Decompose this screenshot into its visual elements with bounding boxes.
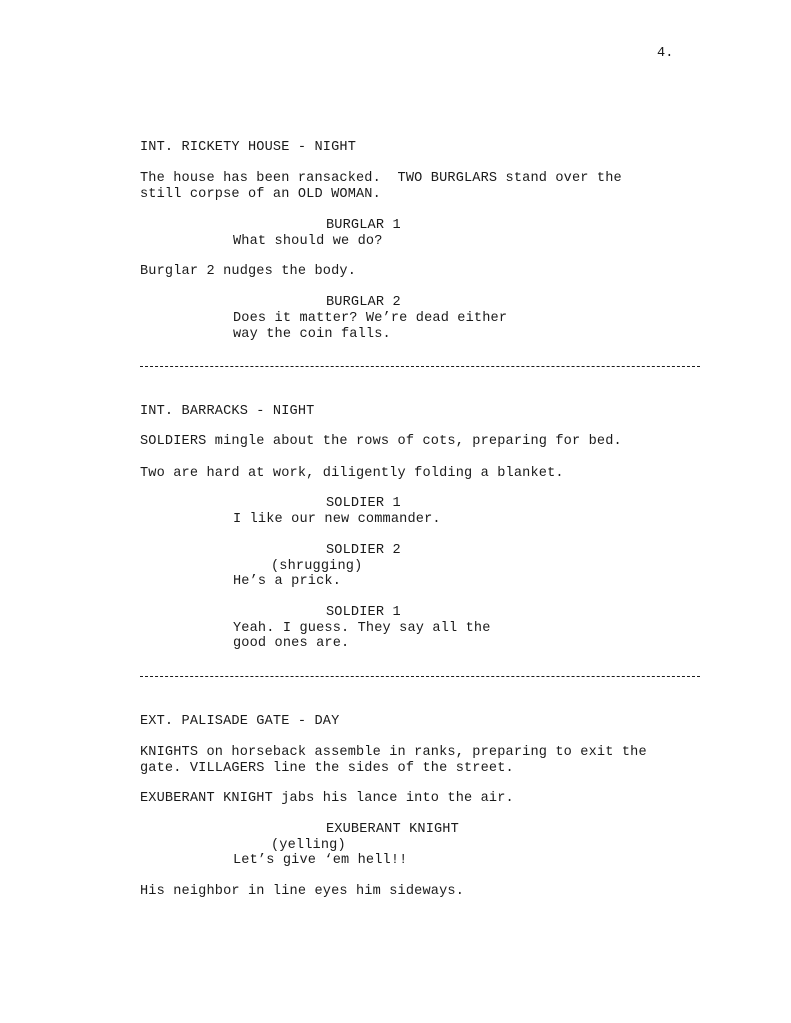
parenthetical: (shrugging) bbox=[271, 559, 363, 574]
action-line: gate. VILLAGERS line the sides of the street. bbox=[140, 761, 514, 776]
action-line: KNIGHTS on horseback assemble in ranks, preparing to exit the bbox=[140, 745, 647, 760]
action-line: SOLDIERS mingle about the rows of cots, preparing for bed. bbox=[140, 434, 622, 449]
character-name: SOLDIER 2 bbox=[326, 543, 401, 558]
parenthetical: (yelling) bbox=[271, 838, 346, 853]
scene-heading: INT. RICKETY HOUSE - NIGHT bbox=[140, 140, 356, 155]
dialogue-line: What should we do? bbox=[233, 234, 383, 249]
action-line: Burglar 2 nudges the body. bbox=[140, 264, 356, 279]
character-name: EXUBERANT KNIGHT bbox=[326, 822, 459, 837]
scene-divider bbox=[140, 676, 700, 677]
scene-heading: EXT. PALISADE GATE - DAY bbox=[140, 714, 340, 729]
character-name: SOLDIER 1 bbox=[326, 496, 401, 511]
character-name: BURGLAR 1 bbox=[326, 218, 401, 233]
character-name: SOLDIER 1 bbox=[326, 605, 401, 620]
scene-heading: INT. BARRACKS - NIGHT bbox=[140, 404, 315, 419]
page-number: 4. bbox=[657, 46, 674, 61]
action-line: The house has been ransacked. TWO BURGLARS stand over the bbox=[140, 171, 622, 186]
scene-divider bbox=[140, 366, 700, 367]
action-line: still corpse of an OLD WOMAN. bbox=[140, 187, 381, 202]
character-name: BURGLAR 2 bbox=[326, 295, 401, 310]
dialogue-line: way the coin falls. bbox=[233, 327, 391, 342]
dialogue-line: I like our new commander. bbox=[233, 512, 441, 527]
dialogue-line: He’s a prick. bbox=[233, 574, 341, 589]
dialogue-line: Yeah. I guess. They say all the bbox=[233, 621, 491, 636]
dialogue-line: Let’s give ‘em hell!! bbox=[233, 853, 408, 868]
action-line: EXUBERANT KNIGHT jabs his lance into the air. bbox=[140, 791, 514, 806]
dialogue-line: good ones are. bbox=[233, 636, 350, 651]
dialogue-line: Does it matter? We’re dead either bbox=[233, 311, 508, 326]
action-line: Two are hard at work, diligently folding a blanket. bbox=[140, 466, 564, 481]
action-line: His neighbor in line eyes him sideways. bbox=[140, 884, 464, 899]
